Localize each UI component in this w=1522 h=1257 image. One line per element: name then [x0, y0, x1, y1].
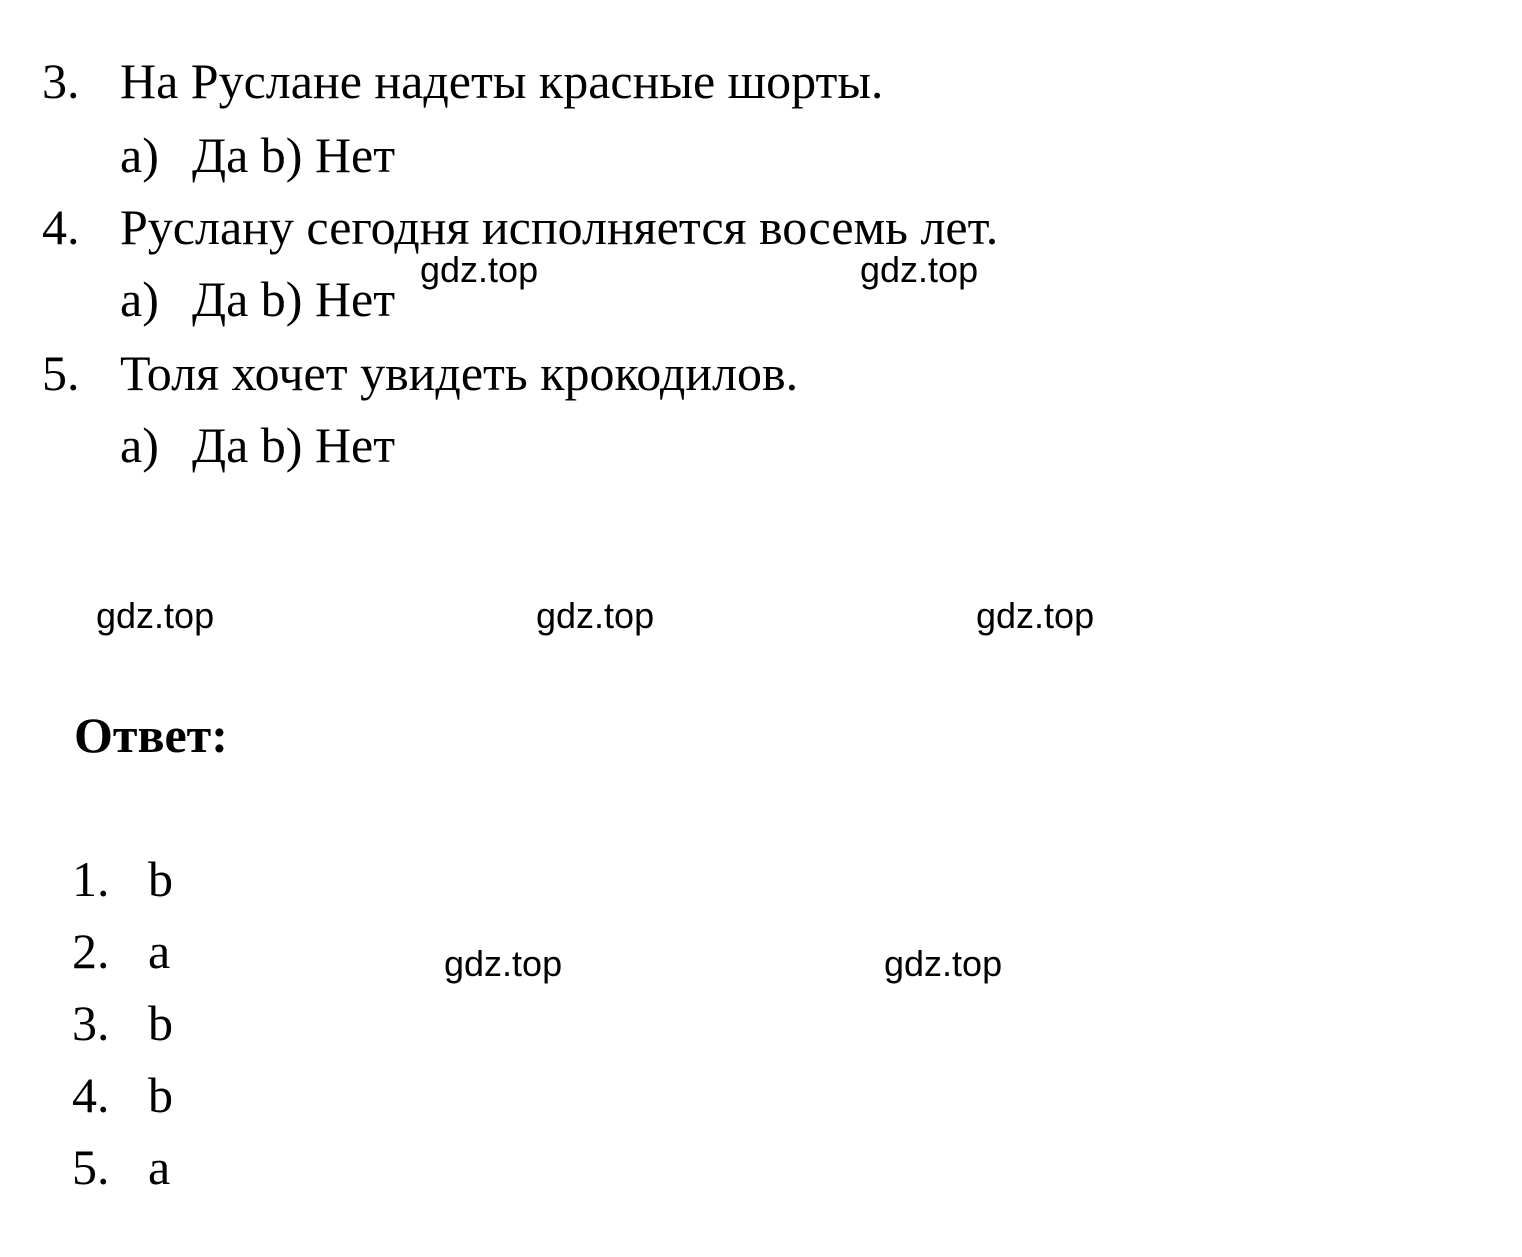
answer-number: 2. — [72, 923, 110, 979]
watermark: gdz.top — [444, 943, 563, 984]
question-number: 3. — [42, 53, 80, 109]
watermark: gdz.top — [860, 249, 979, 290]
watermark: gdz.top — [976, 595, 1095, 636]
answer-heading: Ответ: — [74, 707, 228, 763]
question-number: 5. — [42, 345, 80, 401]
question-number: 4. — [42, 199, 80, 255]
question-text: Толя хочет увидеть крокодилов. — [120, 345, 799, 401]
answer-number: 4. — [72, 1067, 110, 1123]
answer-value: b — [148, 851, 173, 907]
answer-value: a — [148, 923, 171, 979]
option-a-label: a) — [120, 127, 159, 183]
option-a-label: a) — [120, 417, 159, 473]
answer-number: 1. — [72, 851, 110, 907]
options-text: Да b) Нет — [192, 271, 396, 327]
answer-number: 5. — [72, 1139, 110, 1195]
answer-value: b — [148, 1067, 173, 1123]
answer-value: a — [148, 1139, 171, 1195]
answer-number: 3. — [72, 995, 110, 1051]
watermark: gdz.top — [420, 249, 539, 290]
option-a-label: a) — [120, 271, 159, 327]
watermark: gdz.top — [884, 943, 1003, 984]
watermark: gdz.top — [536, 595, 655, 636]
question-text: На Руслане надеты красные шорты. — [120, 53, 884, 109]
options-text: Да b) Нет — [192, 417, 396, 473]
watermark: gdz.top — [96, 595, 215, 636]
options-text: Да b) Нет — [192, 127, 396, 183]
question-text: Руслану сегодня исполняется восемь лет. — [120, 199, 999, 255]
answer-value: b — [148, 995, 173, 1051]
